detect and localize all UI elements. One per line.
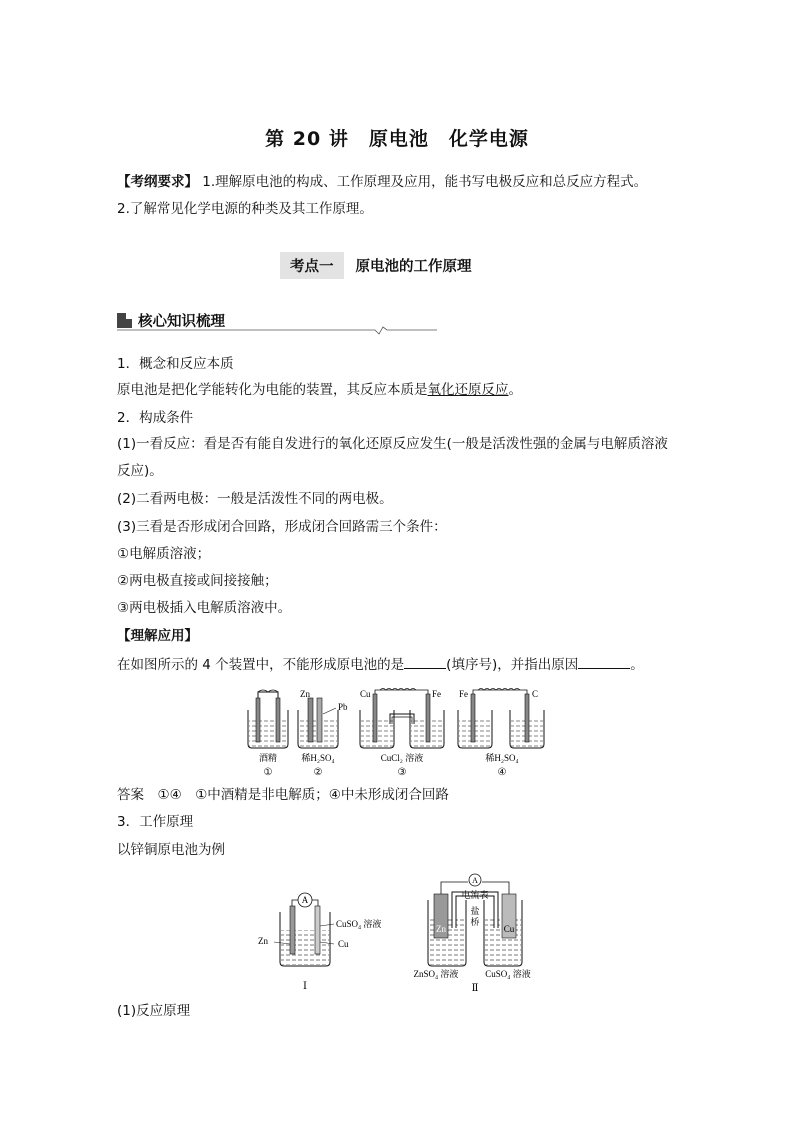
cell-two-left-solution: ZnSO₄ 溶液 — [413, 969, 459, 979]
heading-working-principle: 3．工作原理 — [117, 814, 194, 830]
exam-point-tag: 考点一 — [280, 252, 344, 279]
exam-point-banner — [280, 252, 520, 278]
condition-2: (2)二看两电极：一般是活泼性不同的两电极。 — [117, 491, 393, 507]
answer-blank-2[interactable] — [578, 654, 630, 669]
question-text-a: 在如图所示的 4 个装置中，不能形成原电池的是 — [117, 657, 405, 673]
cell-two-right-solution: CuSO₄ 溶液 — [485, 969, 531, 979]
device-4-left-electrode: Fe — [459, 689, 468, 699]
device-2-left-electrode: Zn — [300, 689, 310, 699]
condition-1-line-2: 反应)。 — [117, 463, 163, 479]
heading-concept: 1．概念和反应本质 — [117, 356, 234, 372]
device-2-right-electrode: Pb — [338, 702, 348, 712]
section-divider — [117, 326, 437, 336]
device-3-solution: CuCl₂ 溶液 — [380, 753, 424, 763]
question-line — [117, 654, 644, 675]
answer-blank-1[interactable] — [404, 654, 446, 669]
concept-underlined: 氧化还原反应 — [427, 382, 509, 398]
cell-one-cu-label: Cu — [338, 939, 349, 949]
device-2-number: ② — [313, 767, 323, 778]
device-2 — [298, 698, 338, 748]
device-4-number: ④ — [497, 767, 507, 778]
application-heading: 【理解应用】 — [117, 628, 198, 644]
page-title: 第 20 讲 原电池 化学电源 — [265, 128, 529, 150]
salt-bridge-label-2: 桥 — [470, 917, 480, 927]
condition-1-line-1: (1)一看反应：看是否有能自发进行的氧化还原反应发生(一般是活泼性强的金属与电解质溶液 — [117, 436, 668, 452]
cell-two-zn-label: Zn — [436, 924, 446, 934]
device-1 — [248, 690, 288, 748]
concept-text: 原电池是把化学能转化为电能的装置，其反应本质是 — [117, 382, 428, 398]
device-3-left-electrode: Cu — [360, 689, 371, 699]
device-2-solution: 稀H₂SO₄ — [301, 753, 335, 763]
condition-3-item-3: ③两电极插入电解质溶液中。 — [117, 600, 292, 616]
salt-bridge-label-1: 盐 — [470, 906, 480, 916]
exam-point-name: 原电池的工作原理 — [355, 258, 472, 275]
device-4-right-electrode: C — [532, 689, 539, 699]
section-title: 核心知识梳理 — [138, 314, 225, 330]
requirements-label: 【考纲要求】 — [117, 174, 198, 190]
cell-two-ammeter-symbol: A — [472, 876, 478, 885]
device-4-solution: 稀H₂SO₄ — [485, 753, 519, 763]
question-text-c: 。 — [630, 657, 644, 673]
device-1-number: ① — [263, 767, 273, 778]
heading-conditions: 2．构成条件 — [117, 410, 194, 426]
zinc-copper-cell-figure — [250, 868, 550, 996]
reaction-principle-heading: (1)反应原理 — [117, 1003, 191, 1019]
requirement-item-1: 1.理解原电池的构成、工作原理及应用，能书写电极反应和总反应方程式。 — [202, 174, 648, 190]
device-3-number: ③ — [397, 767, 407, 778]
cell-one-ammeter-symbol: A — [301, 895, 309, 905]
four-devices-figure — [240, 684, 560, 780]
paragraph-concept — [117, 380, 522, 400]
condition-3: (3)三看是否形成闭合回路，形成闭合回路需三个条件： — [117, 519, 447, 535]
concept-end: 。 — [508, 382, 522, 398]
cell-one-solution: CuSO₄ 溶液 — [336, 919, 382, 929]
ammeter-label: 电流表 — [461, 890, 489, 900]
device-3-right-electrode: Fe — [432, 689, 441, 699]
requirements-line-1 — [117, 172, 647, 192]
device-1-solution: 酒精 — [258, 753, 278, 763]
answer-line: 答案 ①④ ①中酒精是非电解质；④中未形成闭合回路 — [117, 787, 449, 803]
cell-one-number: Ⅰ — [303, 981, 307, 992]
cell-two-cu-label: Cu — [503, 924, 515, 934]
condition-3-item-2: ②两电极直接或间接接触； — [117, 573, 278, 589]
question-text-b: (填序号)，并指出原因 — [446, 657, 579, 673]
requirement-item-2: 2.了解常见化学电源的种类及其工作原理。 — [117, 201, 373, 217]
condition-3-item-1: ①电解质溶液； — [117, 546, 211, 562]
example-line: 以锌铜原电池为例 — [117, 842, 225, 858]
cell-two-number: Ⅱ — [471, 983, 479, 994]
cell-one-zn-label: Zn — [258, 936, 268, 946]
